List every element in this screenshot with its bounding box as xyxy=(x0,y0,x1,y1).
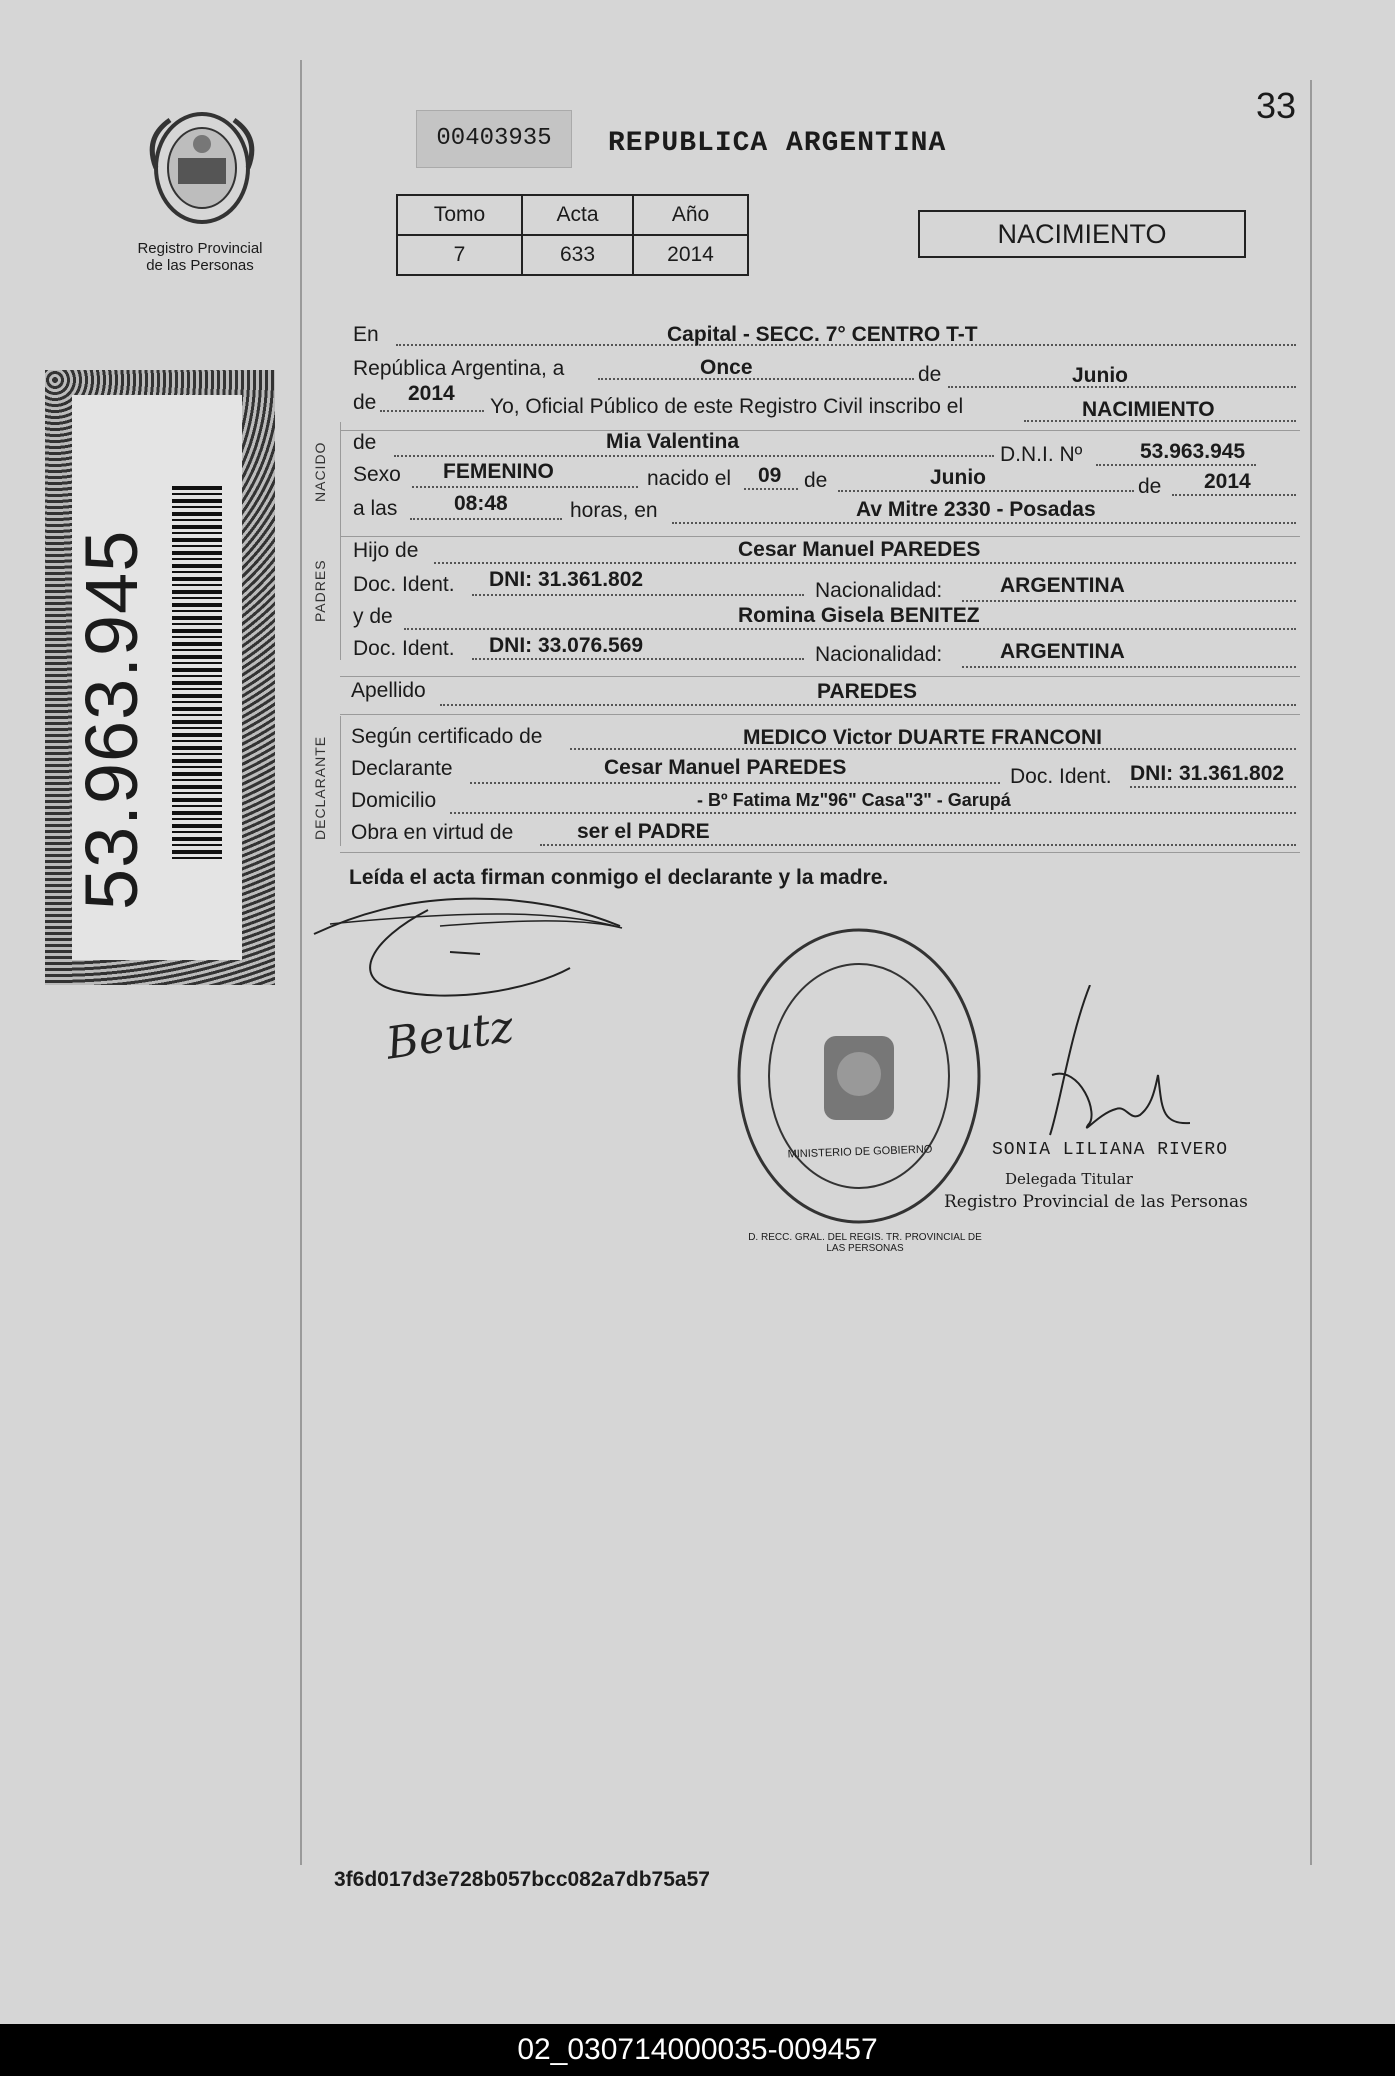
madre-signature: Beutz xyxy=(383,1001,517,1070)
official-title: Delegada Titular xyxy=(1005,1170,1133,1188)
dots xyxy=(404,628,1296,630)
registry-name xyxy=(120,240,280,274)
declarante-signature xyxy=(310,880,640,1100)
act-type-box: NACIMIENTO xyxy=(918,210,1246,258)
value-obra: ser el PADRE xyxy=(577,820,710,843)
dots xyxy=(540,844,1296,846)
country-title: REPUBLICA ARGENTINA xyxy=(608,128,947,159)
label-yo: Yo, Oficial Público de este Registro Civil inscribo el xyxy=(490,395,964,418)
value-madre-doc: DNI: 33.076.569 xyxy=(489,634,644,657)
value-dia: Once xyxy=(700,356,753,379)
label-de3: de xyxy=(353,431,377,454)
official-signature xyxy=(1030,985,1190,1155)
official-org: Registro Provincial de las Personas xyxy=(944,1192,1248,1212)
label-a-las: a las xyxy=(353,497,398,520)
stamp-outer-text: D. RECC. GRAL. DEL REGIS. TR. PROVINCIAL DE LAS PERSONAS xyxy=(748,1232,982,1254)
dots xyxy=(440,704,1296,706)
dots xyxy=(470,782,1000,784)
label-domicilio: Domicilio xyxy=(351,789,437,812)
section-padres: PADRES xyxy=(312,559,328,622)
section-bracket xyxy=(340,422,341,660)
header-acta: Acta xyxy=(522,195,633,235)
value-acta: 633 xyxy=(522,235,633,275)
label-doc-ident1: Doc. Ident. xyxy=(353,573,455,596)
value-padre-doc: DNI: 31.361.802 xyxy=(489,568,644,591)
value-domicilio: - Bº Fatima Mz"96" Casa"3" - Garupá xyxy=(697,790,1011,810)
registry-line-2: de las Personas xyxy=(146,257,254,274)
document-hash: 3f6d017d3e728b057bcc082a7db75a57 xyxy=(334,1868,710,1891)
label-de2: de xyxy=(353,391,377,414)
tomo-acta-anio-table xyxy=(396,194,749,276)
value-dni: 53.963.945 xyxy=(1140,440,1246,463)
label-apellido: Apellido xyxy=(351,679,426,702)
value-madre: Romina Gisela BENITEZ xyxy=(738,604,980,627)
dots xyxy=(1096,464,1256,466)
dots xyxy=(380,410,484,412)
label-nacionalidad2: Nacionalidad: xyxy=(815,643,943,666)
value-nac-mes: Junio xyxy=(930,466,986,489)
label-nacido-el: nacido el xyxy=(647,467,732,490)
serial-number: 00403935 xyxy=(416,110,572,168)
right-margin-line xyxy=(1310,80,1312,1865)
dots xyxy=(744,488,798,490)
section-divider xyxy=(340,430,1300,431)
value-hora: 08:48 xyxy=(454,492,508,515)
dots xyxy=(962,666,1296,668)
dots xyxy=(450,812,1296,814)
dots xyxy=(598,378,914,380)
label-de1: de xyxy=(918,363,942,386)
label-dni: D.N.I. Nº xyxy=(1000,443,1083,466)
dots xyxy=(394,455,994,457)
label-en: En xyxy=(353,323,379,346)
label-doc-ident2: Doc. Ident. xyxy=(353,637,455,660)
dots xyxy=(472,658,804,660)
value-nombre: Mia Valentina xyxy=(606,430,740,453)
label-doc-ident3: Doc. Ident. xyxy=(1010,765,1112,788)
value-nac-dia: 09 xyxy=(758,464,782,487)
label-de5: de xyxy=(1138,475,1162,498)
file-id-bar: 02_030714000035-009457 xyxy=(0,2024,1395,2076)
value-apellido: PAREDES xyxy=(817,680,917,703)
dots xyxy=(1172,494,1296,496)
value-declarante-doc: DNI: 31.361.802 xyxy=(1130,762,1285,785)
closing-statement: Leída el acta firman conmigo el declarante y la madre. xyxy=(349,866,889,889)
barcode xyxy=(172,486,222,860)
dots xyxy=(412,486,638,488)
official-name: SONIA LILIANA RIVERO xyxy=(992,1140,1229,1160)
registry-line-1: Registro Provincial xyxy=(137,240,263,257)
section-nacido: NACIDO xyxy=(312,441,328,502)
value-declarante: Cesar Manuel PAREDES xyxy=(604,756,847,779)
dots xyxy=(410,518,562,520)
header-tomo: Tomo xyxy=(397,195,522,235)
value-madre-nac: ARGENTINA xyxy=(1000,640,1125,663)
value-padre-nac: ARGENTINA xyxy=(1000,574,1125,597)
value-anio: 2014 xyxy=(408,382,455,405)
left-margin-line xyxy=(300,60,302,1865)
value-inscribo: NACIMIENTO xyxy=(1082,398,1215,421)
dots xyxy=(962,600,1296,602)
section-divider xyxy=(340,676,1300,677)
value-tomo: 7 xyxy=(397,235,522,275)
label-sexo: Sexo xyxy=(353,463,401,486)
dots xyxy=(1130,786,1296,788)
label-horas-en: horas, en xyxy=(570,499,658,522)
label-nacionalidad1: Nacionalidad: xyxy=(815,579,943,602)
section-declarante: DECLARANTE xyxy=(312,735,328,840)
dots xyxy=(434,562,1296,564)
section-divider xyxy=(340,714,1300,715)
dots xyxy=(672,522,1296,524)
official-stamp xyxy=(734,924,984,1228)
label-de4: de xyxy=(804,469,828,492)
section-bracket xyxy=(340,716,341,846)
value-lugar: Capital - SECC. 7° CENTRO T-T xyxy=(667,323,978,346)
section-divider xyxy=(340,852,1300,853)
label-y-de: y de xyxy=(353,605,393,628)
label-declarante: Declarante xyxy=(351,757,453,780)
value-sexo: FEMENINO xyxy=(443,460,554,483)
id-strip-number: 53.963.945 xyxy=(70,529,153,910)
value-anio: 2014 xyxy=(633,235,748,275)
header-anio: Año xyxy=(633,195,748,235)
section-divider xyxy=(340,536,1300,537)
value-certificado: MEDICO Victor DUARTE FRANCONI xyxy=(743,726,1102,749)
stamp-inner-text: MINISTERIO DE GOBIERNO xyxy=(787,1143,933,1161)
page-number: 33 xyxy=(1256,85,1297,126)
value-mes: Junio xyxy=(1072,364,1128,387)
value-nac-anio: 2014 xyxy=(1204,470,1251,493)
value-lugar-nac: Av Mitre 2330 - Posadas xyxy=(856,498,1096,521)
label-segun: Según certificado de xyxy=(351,725,543,748)
dots xyxy=(838,490,1134,492)
label-republica: República Argentina, a xyxy=(353,357,565,380)
province-seal-logo xyxy=(142,106,262,231)
label-hijo-de: Hijo de xyxy=(353,539,419,562)
label-obra: Obra en virtud de xyxy=(351,821,514,844)
dots xyxy=(472,594,804,596)
value-padre: Cesar Manuel PAREDES xyxy=(738,538,981,561)
